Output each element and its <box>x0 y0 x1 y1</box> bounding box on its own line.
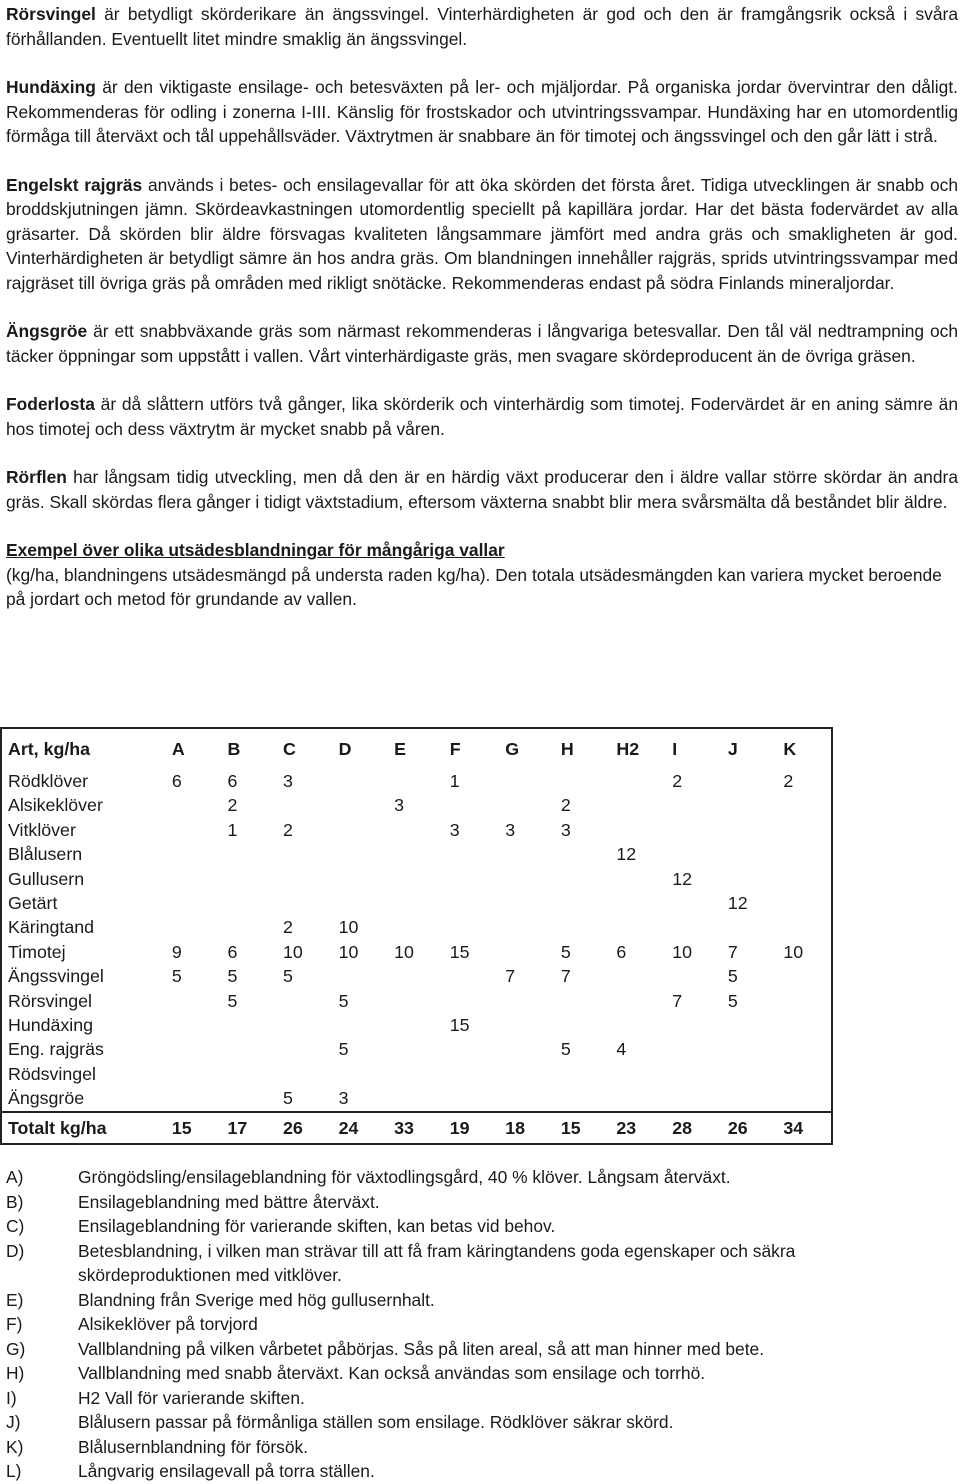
amount-cell <box>497 769 553 793</box>
species-name-cell: Alsikeklöver <box>8 795 103 816</box>
legend-key: L) <box>6 1461 22 1481</box>
amount-cell <box>497 867 553 891</box>
amount-cell <box>164 891 220 915</box>
species-name-cell: Ängsgröe <box>8 1088 85 1109</box>
amount-cell <box>219 891 275 915</box>
legend-key: F) <box>6 1314 23 1334</box>
paragraph-text: är den viktigaste ensilage- och betesväxten på ler- och mjäljordar. På organiska jordar övervintrar den dåligt. Rekommenderas för odling i zonerna I-III. Känslig för frostskador och utvintringssvampar. Hundäxing har en utomordentlig förmåga till återväxt och tål uppehållsväder. Växtrytmen är snabbare än för timotej och ängssvingel och den går lätt i strå. <box>6 77 958 146</box>
amount-cell <box>720 1062 776 1086</box>
amount-cell <box>497 1037 553 1061</box>
amount-cell <box>664 915 720 939</box>
legend-item <box>6 1386 906 1411</box>
amount-cell <box>386 818 442 842</box>
amount-cell <box>664 793 720 817</box>
paragraph-hundaxing <box>6 75 958 149</box>
mix-legend <box>6 1165 906 1484</box>
legend-key: G) <box>6 1338 26 1359</box>
table-body <box>1 769 832 1144</box>
total-cell: 15 <box>553 1112 609 1144</box>
amount-cell <box>386 867 442 891</box>
legend-item <box>6 1214 906 1239</box>
amount-cell: 3 <box>449 819 460 840</box>
amount-cell <box>219 1037 275 1061</box>
amount-cell <box>164 1013 220 1037</box>
amount-cell <box>442 867 498 891</box>
amount-cell: 12 <box>616 844 637 865</box>
amount-cell <box>386 989 442 1013</box>
legend-key: C) <box>6 1216 25 1236</box>
species-name-cell: Hundäxing <box>8 1015 94 1036</box>
species-name-cell: Rödsvingel <box>8 1063 96 1084</box>
species-name-cell: Getärt <box>8 893 58 914</box>
amount-cell <box>664 891 720 915</box>
amount-cell: 2 <box>283 917 293 938</box>
paragraph-angsgroe <box>6 319 958 368</box>
amount-cell <box>664 818 720 842</box>
amount-cell <box>386 1086 442 1111</box>
amount-cell: 3 <box>338 1088 349 1109</box>
amount-cell <box>331 793 387 817</box>
amount-cell <box>720 915 776 939</box>
table-row <box>1 940 832 964</box>
amount-cell: 4 <box>616 1039 627 1060</box>
amount-cell: 3 <box>283 771 293 791</box>
paragraph-rajgras <box>6 173 958 296</box>
total-cell: 19 <box>442 1112 498 1144</box>
amount-cell <box>219 915 275 939</box>
amount-cell: 6 <box>616 941 627 962</box>
paragraph-rorsvingel <box>6 2 958 51</box>
paragraph-text: används i betes- och ensilagevallar för att öka skörden det första året. Tidiga utvecklingen är snabb och broddskjutningen jämn. Skördeavkastningen utomordentlig speciellt på kapillära jordar. Har det bästa fodervärdet av alla gräsarter. Då skörden blir äldre försvagas kvaliteten långsammare jämfört med andra gräs och smakligheten är god. Vinterhärdigheten är betydligt sämre än hos andra gräs. Om blandningen innehåller rajgräs, sprids utvintringssvampar med rajgräset till övriga gräs på områden med rikligt snötäcke. Rekommenderas endast på södra Finlands mineraljordar. <box>6 174 959 293</box>
table-total-row <box>1 1112 832 1144</box>
amount-cell <box>164 915 220 939</box>
table-row <box>1 1062 832 1086</box>
legend-text: Blålusernblandning för försök. <box>78 1436 309 1457</box>
legend-item <box>6 1337 906 1362</box>
total-cell: 33 <box>386 1112 442 1144</box>
amount-cell <box>386 842 442 866</box>
total-cell: 24 <box>331 1112 387 1144</box>
legend-text: Betesblandning, i vilken man strävar till att få fram käringtandens goda egenskaper och säkra skördeproduktionen med vitklöver. <box>78 1240 796 1285</box>
column-header-species: Art, kg/ha <box>8 739 91 759</box>
amount-cell <box>219 867 275 891</box>
amount-cell <box>331 769 387 793</box>
column-header-mix: J <box>727 739 738 759</box>
amount-cell: 5 <box>227 966 238 987</box>
amount-cell <box>497 1062 553 1086</box>
amount-cell <box>164 1037 220 1061</box>
legend-item <box>6 1459 906 1484</box>
species-name-cell: Ängssvingel <box>8 966 104 987</box>
amount-cell <box>275 1037 331 1061</box>
amount-cell <box>775 1037 832 1061</box>
total-cell: 17 <box>219 1112 275 1144</box>
amount-cell <box>331 842 387 866</box>
table-row <box>1 842 832 866</box>
legend-item <box>6 1239 906 1288</box>
table-header-row <box>1 728 832 769</box>
amount-cell: 2 <box>560 795 571 816</box>
paragraph-text: är betydligt skörderikare än ängssvingel. Vinterhärdigheten är god och den är framgångsrik också i svåra förhållanden. Eventuellt litet mindre smaklig än ängssvingel. <box>6 4 958 49</box>
paragraph-text: är ett snabbväxande gräs som närmast rekommenderas i långvariga betesvallar. Den tål väl nedtrampning och täcker öppningar som uppstått i vallen. Vårt vinterhärdigaste gräs, men svagare skördeproducent än de övriga gräsen. <box>6 321 958 366</box>
species-name-cell: Blålusern <box>8 844 83 865</box>
legend-item <box>6 1312 906 1337</box>
amount-cell <box>664 1062 720 1086</box>
amount-cell <box>775 793 832 817</box>
amount-cell <box>442 1086 498 1111</box>
paragraph-foderlosta <box>6 392 958 441</box>
amount-cell <box>720 818 776 842</box>
amount-cell <box>497 1013 553 1037</box>
legend-item <box>6 1410 906 1435</box>
amount-cell: 2 <box>227 795 238 816</box>
amount-cell: 6 <box>227 941 238 962</box>
amount-cell <box>608 964 664 988</box>
amount-cell: 15 <box>449 1015 470 1036</box>
amount-cell <box>553 891 609 915</box>
legend-key: E) <box>6 1289 24 1310</box>
amount-cell <box>164 793 220 817</box>
amount-cell: 5 <box>338 990 349 1011</box>
legend-text: Alsikeklöver på torvjord <box>78 1314 258 1334</box>
legend-item <box>6 1190 906 1215</box>
amount-cell <box>608 1086 664 1111</box>
amount-cell <box>275 793 331 817</box>
table-row <box>1 818 832 842</box>
amount-cell <box>775 842 832 866</box>
term-rajgras: Engelskt rajgräs <box>6 174 143 195</box>
amount-cell <box>497 989 553 1013</box>
amount-cell <box>608 867 664 891</box>
amount-cell: 10 <box>783 941 804 962</box>
amount-cell <box>775 867 832 891</box>
species-name-cell: Käringtand <box>8 917 95 938</box>
amount-cell <box>608 769 664 793</box>
amount-cell <box>775 891 832 915</box>
amount-cell <box>386 1062 442 1086</box>
table-row <box>1 989 832 1013</box>
term-foderlosta: Foderlosta <box>6 394 95 414</box>
amount-cell <box>497 891 553 915</box>
paragraph-rorflen <box>6 465 958 514</box>
table-row <box>1 891 832 915</box>
amount-cell <box>553 1062 609 1086</box>
example-title: Exempel över olika utsädesblandningar för mångåriga vallar <box>6 540 505 560</box>
legend-key: A) <box>6 1167 24 1187</box>
amount-cell <box>386 964 442 988</box>
column-header-mix: B <box>227 739 241 759</box>
total-cell: 26 <box>720 1112 776 1144</box>
amount-cell <box>275 989 331 1013</box>
legend-key: H) <box>6 1363 25 1383</box>
species-name-cell: Rörsvingel <box>8 990 93 1011</box>
amount-cell: 7 <box>560 966 571 987</box>
amount-cell <box>331 891 387 915</box>
amount-cell <box>608 793 664 817</box>
amount-cell <box>553 1086 609 1111</box>
amount-cell <box>275 1062 331 1086</box>
amount-cell <box>664 1013 720 1037</box>
amount-cell <box>331 818 387 842</box>
amount-cell: 3 <box>505 819 516 840</box>
legend-key: I) <box>6 1387 17 1408</box>
table-row <box>1 1037 832 1061</box>
amount-cell <box>720 842 776 866</box>
amount-cell <box>608 915 664 939</box>
amount-cell: 5 <box>283 1088 293 1109</box>
amount-cell: 3 <box>560 819 571 840</box>
table-row <box>1 769 832 793</box>
column-header-mix: I <box>672 739 678 759</box>
amount-cell: 6 <box>171 771 182 791</box>
amount-cell: 7 <box>505 966 516 987</box>
amount-cell <box>497 842 553 866</box>
amount-cell <box>720 793 776 817</box>
amount-cell <box>775 989 832 1013</box>
amount-cell <box>275 867 331 891</box>
column-header-mix: C <box>283 739 296 759</box>
amount-cell: 10 <box>338 941 359 962</box>
amount-cell <box>608 818 664 842</box>
amount-cell <box>608 1013 664 1037</box>
amount-cell <box>386 769 442 793</box>
example-description: (kg/ha, blandningens utsädesmängd på understa raden kg/ha). Den totala utsädesmängden kan variera mycket beroende på jordart och metod för grundande av vallen. <box>6 564 942 609</box>
amount-cell <box>219 1013 275 1037</box>
amount-cell <box>331 964 387 988</box>
amount-cell: 5 <box>727 990 738 1011</box>
amount-cell <box>442 891 498 915</box>
amount-cell <box>720 1013 776 1037</box>
amount-cell <box>386 915 442 939</box>
amount-cell <box>442 1062 498 1086</box>
legend-key: D) <box>6 1240 25 1261</box>
column-header-mix: K <box>783 739 797 759</box>
amount-cell <box>164 1086 220 1111</box>
amount-cell <box>608 1062 664 1086</box>
term-rorsvingel: Rörsvingel <box>6 4 96 24</box>
term-hundaxing: Hundäxing <box>6 77 96 97</box>
species-name-cell: Rödklöver <box>8 771 89 791</box>
table-row <box>1 1013 832 1037</box>
amount-cell <box>219 842 275 866</box>
column-header-mix: E <box>394 739 407 759</box>
total-cell: 28 <box>664 1112 720 1144</box>
legend-item <box>6 1288 906 1313</box>
amount-cell <box>275 842 331 866</box>
amount-cell: 5 <box>727 966 738 987</box>
species-name-cell: Gullusern <box>8 868 85 889</box>
amount-cell <box>442 1037 498 1061</box>
document-page <box>6 0 958 612</box>
amount-cell <box>164 818 220 842</box>
amount-cell: 12 <box>672 868 693 889</box>
amount-cell: 5 <box>560 1039 571 1060</box>
amount-cell <box>275 891 331 915</box>
column-header-mix: G <box>505 739 520 759</box>
amount-cell <box>775 1062 832 1086</box>
legend-text: Gröngödsling/ensilageblandning för växtodlingsgård, 40 % klöver. Långsam återväxt. <box>78 1167 731 1187</box>
amount-cell: 2 <box>783 771 794 791</box>
amount-cell: 9 <box>171 941 182 962</box>
legend-item <box>6 1435 906 1460</box>
total-cell: 15 <box>164 1112 220 1144</box>
amount-cell <box>553 867 609 891</box>
legend-text: Blandning från Sverige med hög gullusernhalt. <box>78 1289 435 1310</box>
amount-cell <box>386 1013 442 1037</box>
amount-cell <box>442 989 498 1013</box>
amount-cell <box>775 915 832 939</box>
column-header-mix: D <box>338 739 352 759</box>
amount-cell <box>553 915 609 939</box>
legend-text: Vallblandning med snabb återväxt. Kan också användas som ensilage och torrhö. <box>78 1363 706 1383</box>
amount-cell <box>442 915 498 939</box>
amount-cell <box>775 818 832 842</box>
amount-cell: 7 <box>727 941 738 962</box>
amount-cell <box>720 1086 776 1111</box>
species-name-cell: Eng. rajgräs <box>8 1039 104 1060</box>
amount-cell: 1 <box>227 819 238 840</box>
species-name-cell: Timotej <box>8 941 66 962</box>
amount-cell: 6 <box>227 771 238 791</box>
amount-cell <box>442 793 498 817</box>
table-row <box>1 1086 832 1111</box>
amount-cell: 5 <box>283 966 293 987</box>
amount-cell <box>664 1037 720 1061</box>
amount-cell <box>775 1013 832 1037</box>
amount-cell: 10 <box>283 941 303 962</box>
total-label-cell: Totalt kg/ha <box>1 1112 164 1144</box>
total-cell: 34 <box>775 1112 832 1144</box>
amount-cell <box>720 1037 776 1061</box>
legend-text: Vallblandning på vilken vårbetet påbörjas. Sås på liten areal, så att man hinner med bete. <box>78 1338 765 1359</box>
amount-cell: 15 <box>449 941 470 962</box>
paragraph-text: är då slåttern utförs två gånger, lika skörderik och vinterhärdig som timotej. Fodervärdet är en aning sämre än hos timotej och dess växtrytm är mycket snabb på våren. <box>6 394 958 439</box>
table-row <box>1 867 832 891</box>
term-rorflen: Rörflen <box>6 467 67 487</box>
legend-text: Ensilageblandning med bättre återväxt. <box>78 1191 380 1212</box>
amount-cell <box>331 867 387 891</box>
amount-cell <box>664 842 720 866</box>
legend-text: Ensilageblandning för varierande skiften, kan betas vid behov. <box>78 1216 556 1236</box>
column-header-mix: H <box>560 739 574 759</box>
table-row <box>1 793 832 817</box>
amount-cell <box>720 867 776 891</box>
amount-cell <box>219 1086 275 1111</box>
amount-cell <box>720 769 776 793</box>
total-cell: 23 <box>608 1112 664 1144</box>
total-cell: 26 <box>275 1112 331 1144</box>
amount-cell <box>164 867 220 891</box>
amount-cell <box>497 915 553 939</box>
amount-cell <box>775 964 832 988</box>
species-name-cell: Vitklöver <box>8 819 76 840</box>
column-header-mix: H2 <box>616 739 640 759</box>
legend-key: B) <box>6 1191 24 1212</box>
amount-cell <box>497 793 553 817</box>
legend-text: H2 Vall för varierande skiften. <box>78 1387 305 1408</box>
amount-cell <box>775 1086 832 1111</box>
amount-cell <box>553 989 609 1013</box>
legend-item <box>6 1361 906 1386</box>
amount-cell <box>331 1013 387 1037</box>
amount-cell: 10 <box>338 917 359 938</box>
amount-cell <box>664 964 720 988</box>
amount-cell: 1 <box>449 771 460 791</box>
amount-cell: 5 <box>171 966 182 987</box>
total-cell: 18 <box>497 1112 553 1144</box>
amount-cell <box>553 1013 609 1037</box>
amount-cell <box>164 1062 220 1086</box>
legend-key: J) <box>6 1412 21 1432</box>
term-angsgroe: Ängsgröe <box>6 321 88 341</box>
amount-cell: 2 <box>672 771 683 791</box>
amount-cell: 5 <box>338 1039 349 1060</box>
table-row <box>1 915 832 939</box>
amount-cell: 2 <box>283 819 293 840</box>
amount-cell <box>275 1013 331 1037</box>
seed-mix-table <box>0 727 833 1145</box>
amount-cell <box>664 1086 720 1111</box>
amount-cell <box>386 1037 442 1061</box>
amount-cell: 10 <box>394 941 414 962</box>
amount-cell <box>608 891 664 915</box>
amount-cell <box>553 842 609 866</box>
column-header-mix: F <box>449 739 461 759</box>
amount-cell <box>164 989 220 1013</box>
legend-text: Långvarig ensilagevall på torra ställen. <box>78 1461 375 1481</box>
amount-cell: 3 <box>394 795 405 816</box>
amount-cell <box>442 964 498 988</box>
amount-cell <box>553 769 609 793</box>
legend-text: Blålusern passar på förmånliga ställen som ensilage. Rödklöver säkrar skörd. <box>78 1412 674 1432</box>
column-header-mix: A <box>171 739 185 759</box>
amount-cell <box>608 989 664 1013</box>
legend-item <box>6 1165 906 1190</box>
amount-cell: 5 <box>227 990 238 1011</box>
amount-cell: 7 <box>672 990 683 1011</box>
amount-cell <box>442 842 498 866</box>
amount-cell <box>164 842 220 866</box>
amount-cell <box>331 1062 387 1086</box>
table-row <box>1 964 832 988</box>
amount-cell <box>497 1086 553 1111</box>
amount-cell: 10 <box>672 941 693 962</box>
amount-cell <box>497 940 553 964</box>
amount-cell <box>219 1062 275 1086</box>
amount-cell <box>386 891 442 915</box>
amount-cell: 5 <box>560 941 571 962</box>
legend-key: K) <box>6 1436 24 1457</box>
paragraph-text: har långsam tidig utveckling, men då den är en härdig växt producerar den i äldre vallar större skördar än andra gräs. Skall skördas flera gånger i tidigt växtstadium, eftersom växterna snabbt blir mera svårsmälta då beståndet blir äldre. <box>6 467 958 512</box>
amount-cell: 12 <box>727 893 748 914</box>
